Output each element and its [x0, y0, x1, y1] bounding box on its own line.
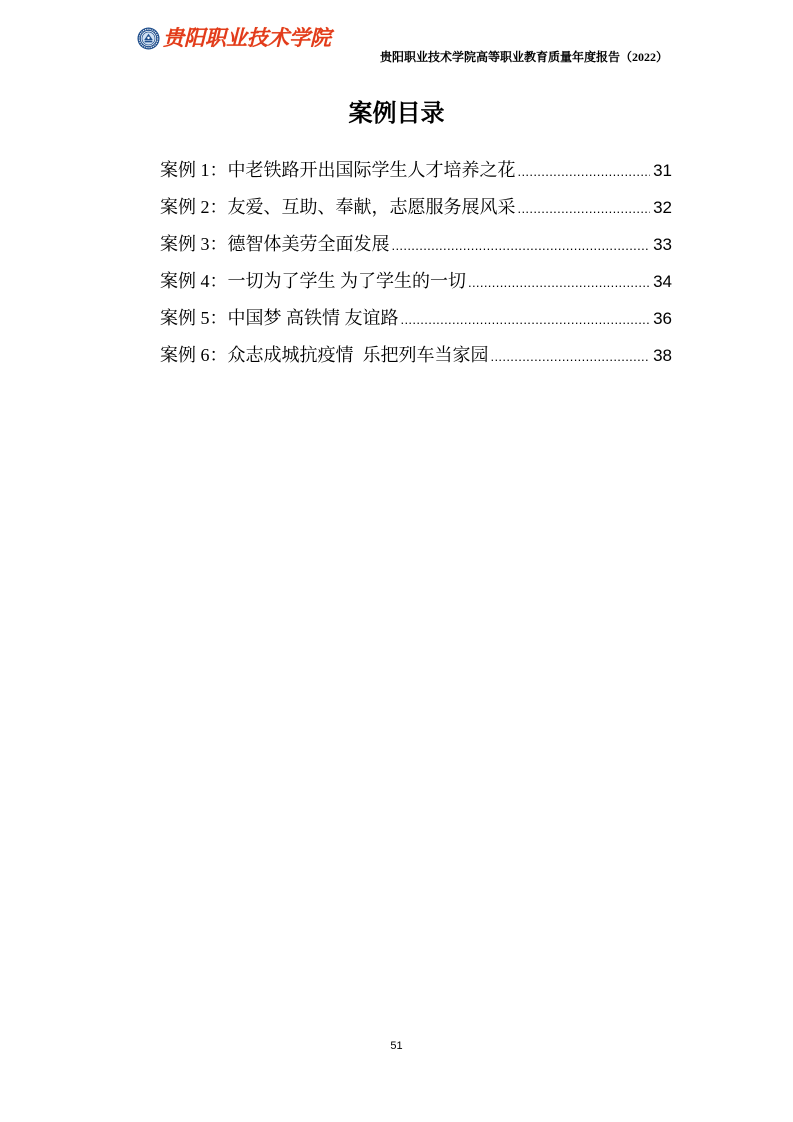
- running-header-title: 贵阳职业技术学院高等职业教育质量年度报告（2022）: [379, 50, 668, 64]
- toc-entry-3[interactable]: [160, 226, 672, 263]
- toc-entry-6[interactable]: [160, 337, 672, 374]
- page-title: 案例目录: [348, 99, 445, 127]
- dot-leader: [518, 153, 651, 190]
- toc-entry-1[interactable]: [160, 152, 672, 189]
- toc-entry-title: 德智体美劳全面发展: [227, 234, 390, 254]
- toc-entry-page: 34: [653, 272, 672, 291]
- dot-leader: [491, 338, 651, 375]
- toc-entry-label: 案例 2：: [160, 197, 228, 217]
- toc-entry-page: 33: [653, 235, 672, 254]
- toc-entry-page: 36: [653, 309, 672, 328]
- toc-entry-label: 案例 4：: [160, 271, 228, 291]
- toc-entry-title: 中老铁路开出国际学生人才培养之花: [227, 160, 516, 180]
- table-of-contents: [160, 152, 672, 374]
- page-number: 51: [390, 1040, 403, 1052]
- school-logo-calligraphy: 贵阳职业技术学院: [163, 26, 331, 50]
- toc-entry-label: 案例 3：: [160, 234, 228, 254]
- toc-entry-title: 中国梦 高铁情 友谊路: [227, 308, 399, 328]
- toc-entry-label: 案例 6：: [160, 345, 228, 365]
- toc-entry-title: 一切为了学生 为了学生的一切: [227, 271, 466, 291]
- toc-entry-label: 案例 1：: [160, 160, 228, 180]
- dot-leader: [392, 227, 651, 264]
- toc-entry-page: 31: [653, 161, 672, 180]
- toc-entry-page: 32: [653, 198, 672, 217]
- toc-entry-4[interactable]: [160, 263, 672, 300]
- dot-leader: [518, 190, 651, 227]
- toc-entry-label: 案例 5：: [160, 308, 228, 328]
- school-emblem-icon: [137, 27, 160, 50]
- toc-entry-title: 友爱、互助、奉献，志愿服务展风采: [227, 197, 516, 217]
- dot-leader: [401, 301, 651, 338]
- toc-entry-title: 众志成城抗疫情 乐把列车当家园: [227, 345, 489, 365]
- toc-entry-page: 38: [653, 346, 672, 365]
- dot-leader: [468, 264, 650, 301]
- toc-entry-2[interactable]: [160, 189, 672, 226]
- toc-entry-5[interactable]: [160, 300, 672, 337]
